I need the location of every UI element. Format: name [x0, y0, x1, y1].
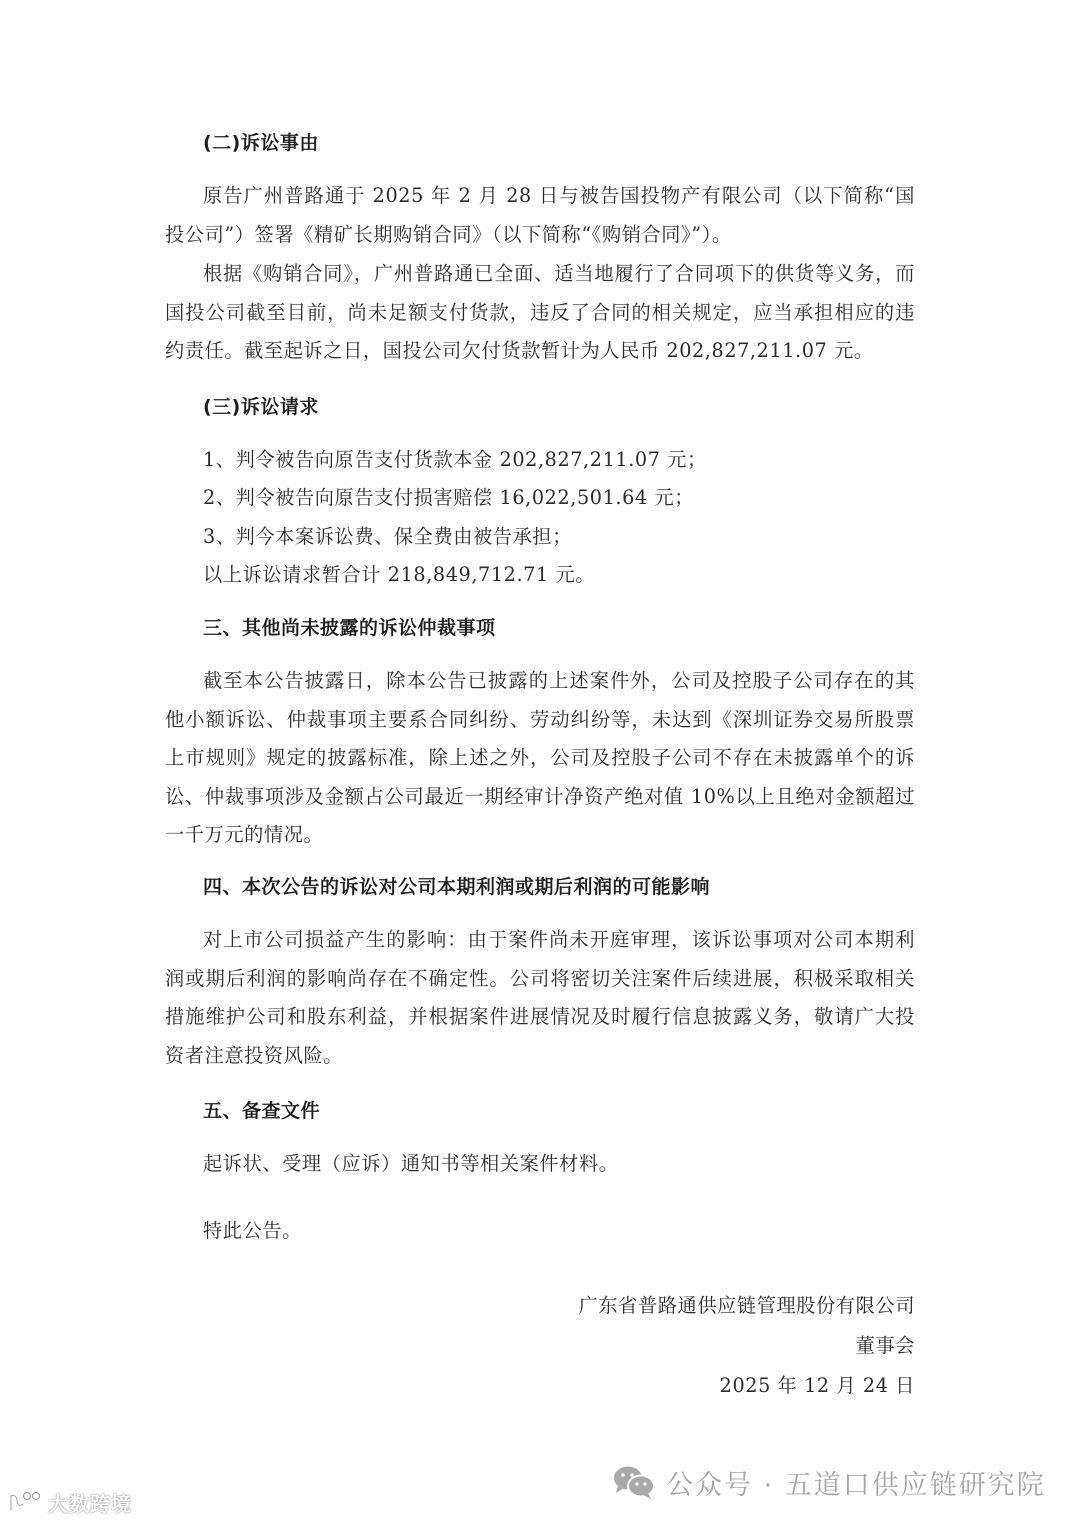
paragraph-other-litigation: 截至本公告披露日，除本公告已披露的上述案件外，公司及控股子公司存在的其他小额诉讼、仲裁事项主要系合同纠纷、劳动纠纷等，未达到《深圳证券交易所股票上市规则》规定的披露标准，除上述之外，公司及控股子公司不存在未披露单个的诉讼、仲裁事项涉及金额占公司最近一期经审计净资产绝对值 10%以上且绝对金额超过一千万元的情况。 [165, 669, 915, 846]
corner-watermark-text: 大数跨境 [48, 1491, 132, 1516]
wechat-watermark-text: 公众号 · 五道口供应链研究院 [666, 1469, 1046, 1501]
wechat-icon [612, 1464, 656, 1500]
claim-item-2: 2、判令被告向原告支付损害赔偿 16,022,501.64 元； [203, 486, 694, 509]
corner-watermark [8, 1488, 132, 1516]
dashujuajing-logo-icon [8, 1490, 44, 1514]
signature-date: 2025 年 12 月 24 日 [719, 1374, 915, 1397]
heading-other-undisclosed-litigation: 三、其他尚未披露的诉讼仲裁事项 [203, 617, 496, 639]
claim-item-3: 3、判今本案诉讼费、保全费由被告承担； [203, 525, 572, 548]
closing-statement: 特此公告。 [203, 1219, 302, 1242]
heading-profit-impact: 四、本次公告的诉讼对公司本期利润或期后利润的可能影响 [203, 876, 711, 898]
claim-total: 以上诉讼请求暂合计 218,849,712.71 元。 [203, 563, 596, 586]
signature-board: 董事会 [855, 1334, 915, 1357]
heading-litigation-claims: (三)诉讼请求 [203, 396, 319, 418]
paragraph-profit-impact: 对上市公司损益产生的影响：由于案件尚未开庭审理，该诉讼事项对公司本期利润或期后利润的影响尚存在不确定性。公司将密切关注案件后续进展，积极采取相关措施维护公司和股东利益，并根据案件进展情况及时履行信息披露义务，敬请广大投资者注意投资风险。 [165, 928, 915, 1067]
paragraph-contract-signing: 原告广州普路通于 2025 年 2 月 28 日与被告国投物产有限公司（以下简称“国投公司”）签署《精矿长期购销合同》（以下简称“《购销合同》”）。 [165, 184, 915, 246]
claim-item-1: 1、判令被告向原告支付货款本金 202,827,211.07 元； [203, 448, 707, 471]
signature-company: 广东省普路通供应链管理股份有限公司 [578, 1294, 915, 1317]
paragraph-payment-default: 根据《购销合同》，广州普路通已全面、适当地履行了合同项下的供货等义务，而国投公司截至目前，尚未足额支付货款，违反了合同的相关规定，应当承担相应的违约责任。截至起诉之日，国投公司欠付货款暂计为人民币 202,827,211.07 元。 [165, 262, 915, 362]
paragraph-reference-documents: 起诉状、受理（应诉）通知书等相关案件材料。 [203, 1152, 619, 1175]
heading-reference-documents: 五、备查文件 [203, 1100, 321, 1122]
wechat-watermark [612, 1462, 1046, 1502]
heading-litigation-cause: (二)诉讼事由 [203, 132, 319, 154]
